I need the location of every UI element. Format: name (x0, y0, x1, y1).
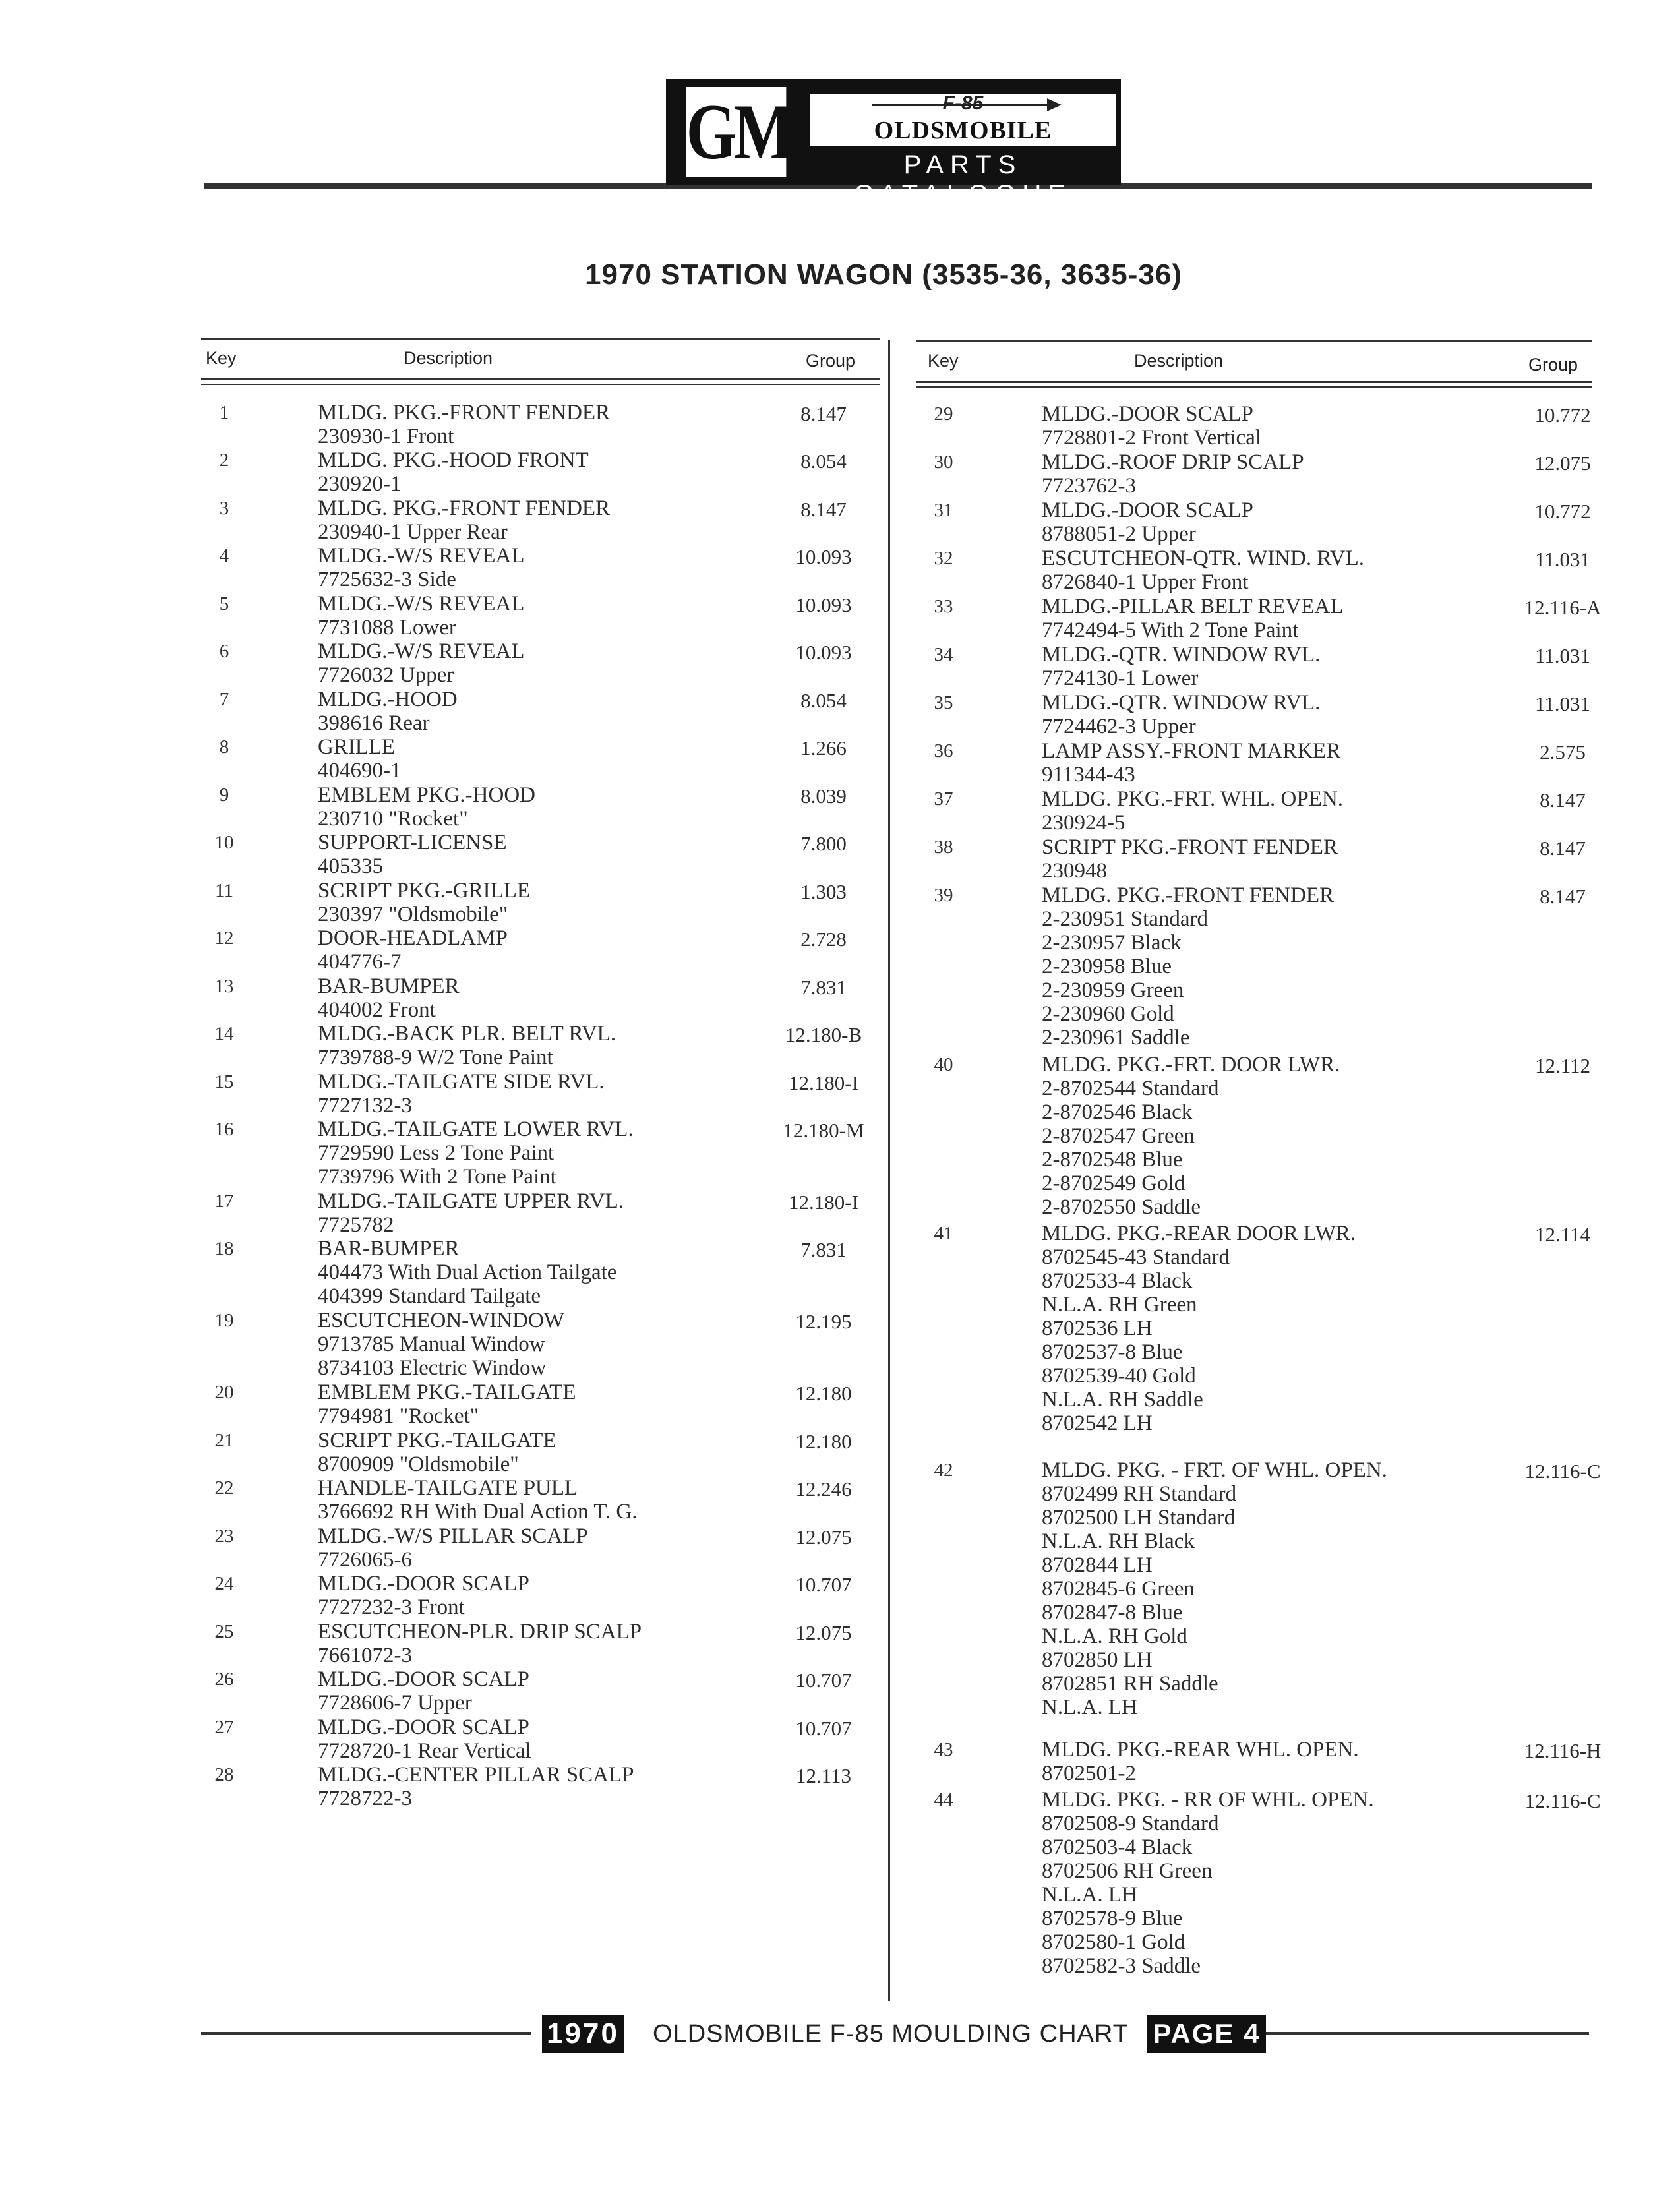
part-line: MLDG.-ROOF DRIP SCALP (1042, 450, 1304, 474)
part-description (1042, 1788, 1374, 1978)
part-line: 7726065-6 (318, 1548, 412, 1572)
part-line: MLDG.-W/S PILLAR SCALP (318, 1524, 588, 1548)
part-key: 19 (214, 1310, 234, 1331)
part-key: 26 (214, 1669, 234, 1690)
part-line: 8702851 RH Saddle (1042, 1672, 1218, 1696)
part-group: 12.116-H (1524, 1739, 1602, 1762)
part-group: 7.831 (800, 976, 847, 999)
part-description (1042, 1222, 1356, 1435)
part-line: 230397 "Oldsmobile" (318, 903, 508, 926)
part-line: 8702506 RH Green (1042, 1859, 1213, 1883)
part-key: 14 (214, 1023, 234, 1044)
part-group: 10.707 (795, 1717, 852, 1740)
part-key: 22 (214, 1477, 234, 1499)
part-key: 27 (214, 1717, 234, 1738)
part-line: 7728801-2 Front Vertical (1042, 426, 1262, 450)
part-description (1042, 691, 1320, 738)
part-group: 10.707 (795, 1573, 852, 1596)
part-group: 8.147 (800, 498, 847, 521)
part-line: 404473 With Dual Action Tailgate (318, 1261, 617, 1284)
part-line: 8788051-2 Upper (1042, 522, 1196, 546)
part-line: MLDG. PKG.-FRT. DOOR LWR. (1042, 1053, 1340, 1077)
part-group: 12.075 (1534, 452, 1591, 475)
part-line: 2-230961 Saddle (1042, 1026, 1190, 1050)
part-group: 2.575 (1540, 740, 1586, 763)
part-line: 2-230958 Blue (1042, 955, 1172, 978)
part-line: MLDG.-W/S REVEAL (318, 544, 525, 568)
part-line: MLDG.-TAILGATE LOWER RVL. (318, 1117, 634, 1141)
right-col-key-header: Key (928, 351, 959, 371)
part-line: 7725632-3 Side (318, 568, 456, 591)
part-line: 8702582-3 Saddle (1042, 1954, 1201, 1978)
part-line: 8702508-9 Standard (1042, 1812, 1219, 1835)
part-key: 32 (934, 548, 953, 569)
part-key: 10 (214, 832, 234, 853)
part-line: MLDG. PKG. - RR OF WHL. OPEN. (1042, 1788, 1374, 1812)
part-group: 11.031 (1534, 692, 1591, 715)
part-group: 8.147 (1540, 788, 1586, 812)
part-line: 7728720-1 Rear Vertical (318, 1739, 531, 1763)
footer-chart-title: OLDSMOBILE F-85 MOULDING CHART (653, 2020, 1129, 2048)
part-line: 2-230957 Black (1042, 931, 1182, 955)
part-key: 20 (214, 1382, 234, 1403)
part-line: MLDG.-PILLAR BELT REVEAL (1042, 595, 1344, 618)
part-line: SUPPORT-LICENSE (318, 831, 507, 854)
part-group: 12.180-I (789, 1071, 858, 1094)
part-key: 35 (934, 692, 953, 713)
part-description (318, 1572, 529, 1619)
part-line: MLDG.-DOOR SCALP (318, 1715, 529, 1739)
part-description (318, 1667, 529, 1715)
right-header-rule-1 (916, 381, 1592, 383)
part-line: BAR-BUMPER (318, 1237, 460, 1261)
part-key: 13 (214, 976, 234, 997)
part-key: 9 (219, 785, 229, 806)
part-key: 6 (219, 641, 229, 662)
part-line: ESCUTCHEON-QTR. WIND. RVL. (1042, 547, 1364, 570)
part-line: 2-8702546 Black (1042, 1100, 1193, 1124)
part-line: MLDG.-DOOR SCALP (1042, 498, 1253, 522)
part-line: 230920-1 (318, 472, 402, 496)
part-description (1042, 643, 1320, 690)
part-line: 8702580-1 Gold (1042, 1930, 1185, 1954)
part-line: 8702847-8 Blue (1042, 1601, 1183, 1624)
part-group: 8.147 (800, 402, 847, 425)
footer-year-badge: 1970 (542, 2015, 624, 2053)
part-key: 38 (934, 837, 953, 858)
part-key: 8 (219, 736, 229, 758)
part-key: 30 (934, 452, 953, 473)
part-line: 8702503-4 Black (1042, 1835, 1193, 1859)
part-key: 43 (934, 1739, 953, 1760)
part-description (318, 1476, 638, 1524)
part-key: 4 (219, 545, 229, 566)
footer-page-badge: PAGE 4 (1147, 2015, 1266, 2053)
part-description (318, 926, 508, 974)
part-key: 28 (214, 1764, 234, 1785)
left-header-rule-1 (201, 378, 880, 380)
part-line: DOOR-HEADLAMP (318, 926, 508, 950)
part-line: 7739788-9 W/2 Tone Paint (318, 1046, 553, 1069)
part-description (318, 1189, 624, 1237)
left-header-rule-2 (201, 384, 880, 385)
part-line: 8726840-1 Upper Front (1042, 570, 1249, 594)
part-line: MLDG. PKG.-FRONT FENDER (318, 401, 611, 425)
part-description (318, 1117, 634, 1189)
part-line: 7723762-3 (1042, 474, 1136, 498)
part-line: 404399 Standard Tailgate (318, 1284, 541, 1308)
part-description (318, 974, 460, 1022)
left-col-group-header: Group (806, 351, 856, 371)
right-col-description-header: Description (1134, 351, 1224, 371)
part-group: 12.180-I (789, 1191, 858, 1214)
part-line: SCRIPT PKG.-GRILLE (318, 879, 531, 903)
part-line: MLDG.-W/S REVEAL (318, 639, 525, 663)
part-key: 15 (214, 1071, 234, 1092)
part-description (318, 1022, 616, 1069)
part-line: MLDG. PKG.-FRONT FENDER (1042, 883, 1335, 907)
part-description (318, 688, 458, 735)
part-line: 8702539-40 Gold (1042, 1364, 1196, 1388)
part-key: 21 (214, 1430, 234, 1451)
part-line: 8702850 LH (1042, 1648, 1153, 1672)
part-line: 230924-5 (1042, 811, 1125, 835)
part-line: 7661072-3 (318, 1644, 412, 1667)
part-line: MLDG.-HOOD (318, 688, 458, 711)
part-key: 36 (934, 740, 953, 761)
part-line: 7742494-5 With 2 Tone Paint (1042, 618, 1299, 642)
part-line: N.L.A. LH (1042, 1883, 1137, 1907)
part-description (318, 401, 610, 448)
part-line: 2-8702544 Standard (1042, 1077, 1219, 1100)
right-top-rule (916, 340, 1592, 342)
part-line: LAMP ASSY.-FRONT MARKER (1042, 739, 1341, 763)
part-line: N.L.A. LH (1042, 1696, 1137, 1719)
part-description (1042, 547, 1364, 594)
part-line: ESCUTCHEON-PLR. DRIP SCALP (318, 1620, 642, 1644)
part-description (318, 1715, 531, 1763)
part-line: 2-8702547 Green (1042, 1124, 1195, 1148)
part-group: 8.147 (1540, 885, 1586, 908)
part-key: 34 (934, 644, 953, 665)
part-line: MLDG. PKG.-HOOD FRONT (318, 448, 589, 472)
part-line: 7724462-3 Upper (1042, 715, 1196, 738)
part-group: 12.113 (795, 1764, 852, 1787)
logo-brand-box (810, 94, 1116, 146)
part-group: 10.093 (795, 545, 852, 568)
part-line: 2-230960 Gold (1042, 1002, 1174, 1026)
part-line: 8702537-8 Blue (1042, 1340, 1183, 1364)
part-line: 3766692 RH With Dual Action T. G. (318, 1500, 638, 1524)
part-description (1042, 1738, 1359, 1785)
part-line: MLDG.-DOOR SCALP (1042, 402, 1253, 426)
part-key: 7 (219, 689, 229, 710)
part-line: 2-8702549 Gold (1042, 1172, 1185, 1195)
part-key: 25 (214, 1621, 234, 1642)
part-group: 7.831 (800, 1238, 847, 1261)
part-group: 12.112 (1534, 1054, 1591, 1077)
part-description (318, 544, 524, 591)
footer-rule-left (201, 2032, 531, 2035)
part-group: 12.075 (795, 1621, 852, 1644)
part-description (1042, 883, 1334, 1050)
part-line: MLDG.-BACK PLR. BELT RVL. (318, 1022, 616, 1046)
part-description (318, 879, 530, 926)
part-group: 12.180-M (783, 1119, 864, 1142)
part-group: 12.180 (795, 1430, 852, 1453)
part-line: SCRIPT PKG.-TAILGATE (318, 1429, 556, 1452)
part-line: SCRIPT PKG.-FRONT FENDER (1042, 835, 1338, 859)
part-description (318, 735, 402, 783)
part-description (318, 1429, 556, 1476)
part-key: 1 (219, 402, 229, 423)
part-group: 12.246 (795, 1477, 852, 1501)
part-line: 8702501-2 (1042, 1762, 1136, 1785)
part-description (318, 639, 524, 687)
part-description (1042, 787, 1343, 835)
part-description (1042, 498, 1253, 546)
part-line: MLDG.-TAILGATE SIDE RVL. (318, 1070, 605, 1094)
part-group: 8.054 (800, 450, 847, 473)
part-line: MLDG.-TAILGATE UPPER RVL. (318, 1189, 624, 1213)
part-line: 7728606-7 Upper (318, 1691, 472, 1715)
part-line: 2-230951 Standard (1042, 907, 1209, 931)
part-line: 911344-43 (1042, 763, 1135, 787)
logo-model: F-85 (942, 92, 984, 114)
part-description (318, 496, 610, 544)
part-line: 7726032 Upper (318, 663, 454, 687)
part-key: 44 (934, 1789, 953, 1810)
part-key: 41 (934, 1223, 953, 1244)
part-key: 31 (934, 500, 953, 521)
footer-rule-right (1266, 2032, 1589, 2035)
part-line: 8702536 LH (1042, 1317, 1153, 1340)
part-key: 29 (934, 403, 953, 425)
part-line: MLDG.-DOOR SCALP (318, 1667, 529, 1691)
part-line: 8734103 Electric Window (318, 1356, 547, 1380)
part-key: 18 (214, 1238, 234, 1259)
right-header-rule-2 (916, 386, 1592, 388)
part-group: 8.147 (1540, 837, 1586, 860)
part-description (318, 1381, 576, 1428)
part-key: 33 (934, 596, 953, 617)
part-description (318, 783, 535, 831)
part-description (318, 448, 589, 496)
part-group: 12.116-A (1524, 596, 1602, 619)
part-description (318, 1309, 564, 1380)
part-line: MLDG.-W/S REVEAL (318, 592, 525, 616)
part-line: MLDG. PKG.-REAR DOOR LWR. (1042, 1222, 1356, 1245)
part-line: GRILLE (318, 735, 396, 759)
part-key: 11 (215, 880, 233, 901)
part-key: 16 (214, 1119, 234, 1140)
part-line: 7739796 With 2 Tone Paint (318, 1165, 556, 1189)
part-line: 8702499 RH Standard (1042, 1482, 1237, 1506)
part-line: MLDG.-QTR. WINDOW RVL. (1042, 643, 1321, 667)
part-line: N.L.A. RH Saddle (1042, 1388, 1203, 1412)
part-description (1042, 1053, 1340, 1219)
part-line: 8702545-43 Standard (1042, 1245, 1230, 1269)
part-description (318, 1524, 588, 1572)
part-line: 2-8702548 Blue (1042, 1148, 1183, 1172)
part-line: MLDG.-QTR. WINDOW RVL. (1042, 691, 1321, 715)
part-line: 8702845-6 Green (1042, 1577, 1195, 1601)
part-line: 404002 Front (318, 998, 436, 1022)
part-group: 10.772 (1534, 403, 1591, 427)
part-description (1042, 739, 1340, 787)
part-description (318, 1070, 605, 1117)
part-key: 24 (214, 1573, 234, 1594)
part-line: 2-230959 Green (1042, 978, 1184, 1002)
part-line: 8702500 LH Standard (1042, 1506, 1236, 1530)
part-line: 7727132-3 (318, 1094, 412, 1117)
part-line: 9713785 Manual Window (318, 1332, 545, 1356)
part-line: 230948 (1042, 859, 1107, 883)
part-description (318, 1620, 642, 1667)
logo-catalogue: PARTS CATALOGUE (854, 150, 1072, 209)
gm-logo-text: GM (686, 88, 792, 175)
logo-brand: OLDSMOBILE (874, 117, 1052, 144)
part-group: 11.031 (1534, 644, 1591, 667)
part-line: N.L.A. RH Green (1042, 1293, 1197, 1317)
part-line: MLDG. PKG. - FRT. OF WHL. OPEN. (1042, 1458, 1387, 1482)
part-description (1042, 1458, 1387, 1719)
part-description (1042, 595, 1343, 642)
part-line: N.L.A. RH Black (1042, 1530, 1195, 1553)
part-line: 7728722-3 (318, 1787, 412, 1810)
part-group: 7.800 (800, 832, 847, 855)
part-key: 40 (934, 1054, 953, 1075)
part-description (318, 831, 507, 878)
part-group: 10.707 (795, 1669, 852, 1692)
part-group: 10.093 (795, 641, 852, 664)
part-line: 7724130-1 Lower (1042, 667, 1199, 690)
part-description (318, 1763, 634, 1810)
part-line: MLDG. PKG.-FRONT FENDER (318, 496, 611, 520)
part-line: 8702533-4 Black (1042, 1269, 1193, 1293)
part-group: 10.772 (1534, 500, 1591, 523)
part-line: HANDLE-TAILGATE PULL (318, 1476, 578, 1500)
part-line: 230940-1 Upper Rear (318, 520, 508, 544)
part-line: 2-8702550 Saddle (1042, 1195, 1201, 1219)
part-group: 2.728 (800, 928, 847, 951)
part-line: ESCUTCHEON-WINDOW (318, 1309, 564, 1332)
part-description (1042, 402, 1261, 450)
part-line: 7731088 Lower (318, 616, 456, 639)
part-group: 12.180-B (785, 1023, 862, 1046)
right-col-group-header: Group (1528, 355, 1578, 374)
part-key: 23 (214, 1526, 234, 1547)
part-group: 11.031 (1534, 548, 1591, 571)
part-key: 37 (934, 788, 953, 810)
part-key: 12 (214, 928, 234, 949)
part-group: 8.039 (800, 785, 847, 808)
part-group: 12.116-C (1524, 1460, 1601, 1483)
part-key: 3 (219, 498, 229, 519)
part-group: 10.093 (795, 593, 852, 616)
part-line: 7725782 (318, 1213, 394, 1237)
page-title: 1970 STATION WAGON (3535-36, 3635-36) (585, 258, 1182, 291)
left-top-rule (201, 338, 880, 340)
part-description (318, 1237, 616, 1308)
part-line: 8702578-9 Blue (1042, 1907, 1183, 1930)
part-group: 12.114 (1534, 1223, 1591, 1246)
part-line: MLDG. PKG.-REAR WHL. OPEN. (1042, 1738, 1359, 1762)
left-col-key-header: Key (206, 348, 237, 368)
part-group: 8.054 (800, 689, 847, 712)
part-line: EMBLEM PKG.-HOOD (318, 783, 535, 807)
column-divider (888, 340, 890, 2001)
part-group: 1.266 (800, 736, 847, 759)
part-line: 8702844 LH (1042, 1553, 1153, 1577)
left-col-description-header: Description (404, 348, 493, 368)
part-line: 230930-1 Front (318, 425, 454, 448)
part-description (1042, 450, 1304, 498)
part-group: 12.116-C (1524, 1789, 1601, 1812)
part-line: 8700909 "Oldsmobile" (318, 1452, 519, 1476)
part-line: EMBLEM PKG.-TAILGATE (318, 1381, 576, 1404)
part-line: 230710 "Rocket" (318, 807, 468, 831)
part-line: MLDG.-CENTER PILLAR SCALP (318, 1763, 634, 1787)
part-line: 7727232-3 Front (318, 1595, 465, 1619)
part-line: 7729590 Less 2 Tone Paint (318, 1141, 555, 1165)
part-line: 404690-1 (318, 759, 402, 783)
part-key: 42 (934, 1460, 953, 1481)
part-key: 5 (219, 593, 229, 614)
part-line: N.L.A. RH Gold (1042, 1624, 1187, 1648)
part-line: 398616 Rear (318, 711, 430, 735)
part-group: 12.075 (795, 1526, 852, 1549)
part-description (318, 592, 524, 639)
part-line: 7794981 "Rocket" (318, 1404, 479, 1428)
part-line: 8702542 LH (1042, 1412, 1153, 1435)
part-line: 405335 (318, 854, 383, 878)
part-key: 2 (219, 450, 229, 471)
part-group: 12.180 (795, 1382, 852, 1405)
part-key: 17 (214, 1191, 234, 1212)
part-line: 404776-7 (318, 950, 402, 974)
part-key: 39 (934, 885, 953, 906)
part-line: BAR-BUMPER (318, 974, 460, 998)
part-line: MLDG. PKG.-FRT. WHL. OPEN. (1042, 787, 1343, 811)
part-description (1042, 835, 1338, 883)
part-group: 1.303 (800, 880, 847, 903)
part-group: 12.195 (795, 1310, 852, 1333)
part-line: MLDG.-DOOR SCALP (318, 1572, 529, 1595)
gm-parts-catalogue-logo (666, 79, 1121, 209)
